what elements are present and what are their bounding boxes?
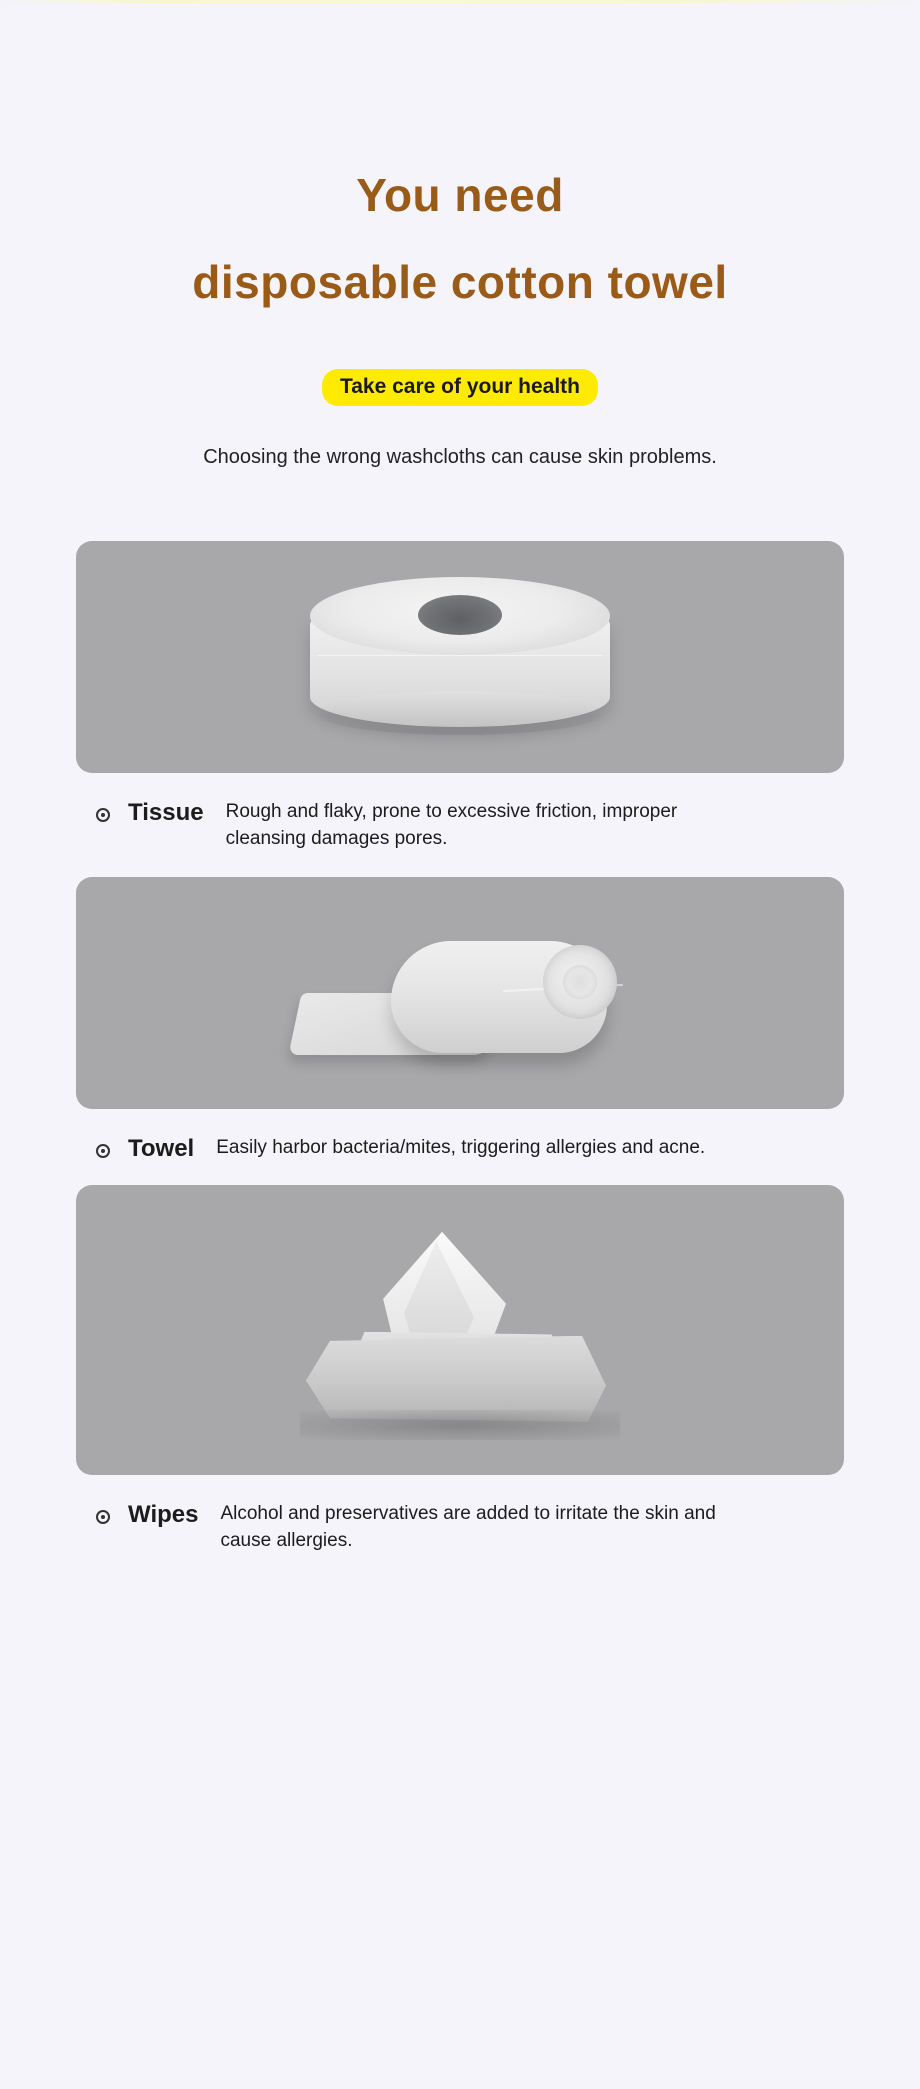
heading-block [0,0,920,307]
caption-tissue [76,773,844,853]
towel-coil-end [543,945,617,1019]
caption-wipes [76,1475,844,1555]
card-description: Easily harbor bacteria/mites, triggering allergies and acne. [216,1137,706,1159]
card-description: Rough and flaky, prone to excessive friction, improper cleansing damages pores. [225,801,678,850]
card-towel [0,877,920,1163]
card-title: Towel [128,1135,195,1163]
tissue-roll-photo [76,541,844,773]
card-tissue [0,541,920,853]
headline-line-2: disposable cotton towel [192,255,728,308]
comparison-cards [0,541,920,1555]
card-title: Tissue [128,799,204,827]
wipes-illustration [300,1232,620,1452]
bullet-icon [96,1510,110,1524]
card-title: Wipes [128,1501,199,1529]
bullet-icon [96,808,110,822]
roll-core-hole [418,595,502,635]
wipes-pack-photo [76,1185,844,1475]
top-divider [0,0,920,3]
caption-towel [76,1109,844,1163]
spacer [0,1163,920,1185]
card-description: Alcohol and preservatives are added to irritate the skin and cause allergies. [220,1503,716,1552]
roll-edge [316,691,604,735]
roll-seam [318,655,602,656]
towel-illustration [295,923,625,1073]
status-badge: Take care of your health [322,369,598,406]
badge-wrapper [0,369,920,406]
subtitle-text: Choosing the wrong washcloths can cause skin problems. [203,446,717,469]
headline-line-1: You need [356,169,564,221]
card-wipes [0,1185,920,1555]
bullet-icon [96,1144,110,1158]
wipes-pack-shadow [300,1410,620,1440]
towel-photo [76,877,844,1109]
tissue-roll-illustration [310,577,610,737]
spacer [0,853,920,877]
